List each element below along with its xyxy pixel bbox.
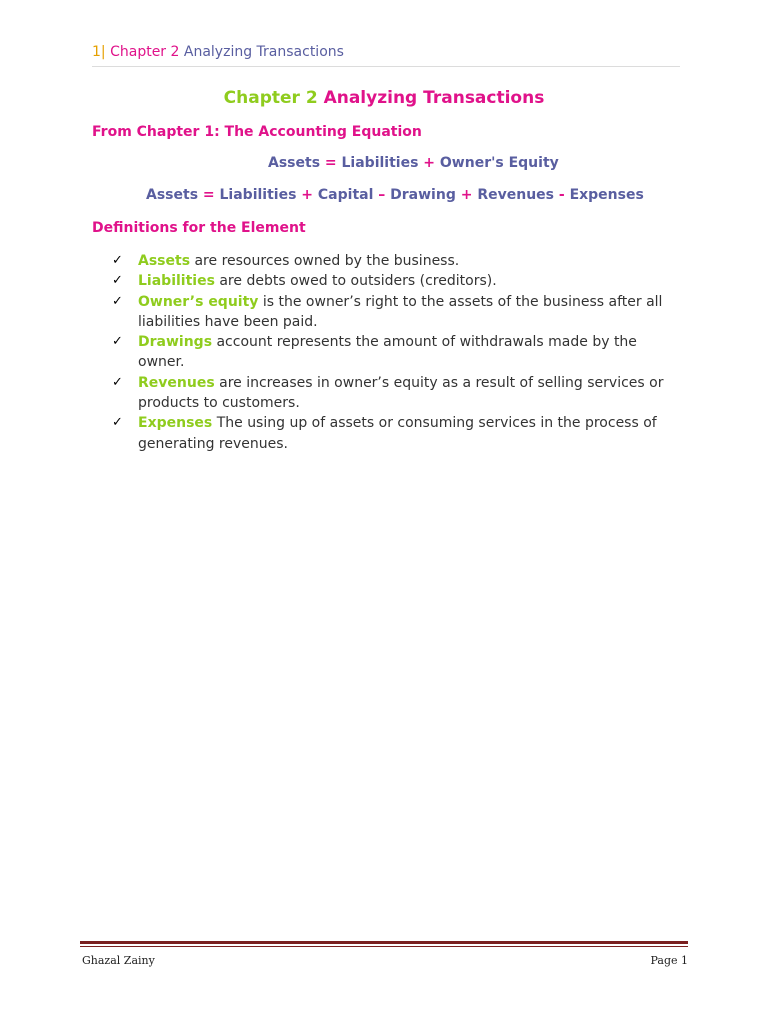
- title-text: Analyzing Transactions: [323, 88, 545, 108]
- eq2-equals: =: [202, 187, 215, 203]
- header-page-number: 1: [92, 44, 101, 60]
- list-item: [112, 271, 682, 291]
- footer-page-number: Page 1: [650, 954, 688, 967]
- checkmark-icon: ✓: [112, 273, 123, 289]
- eq1-plus: +: [423, 155, 436, 171]
- footer-rule-thick: [80, 941, 688, 944]
- definition-term: Drawings: [138, 334, 213, 351]
- definition-term: Revenues: [138, 374, 215, 391]
- list-item: [112, 292, 682, 333]
- section-heading-definitions: Definitions for the Element: [92, 220, 306, 236]
- eq2-plus-1: +: [301, 187, 314, 203]
- expanded-accounting-equation: [146, 187, 644, 203]
- running-header: [92, 44, 344, 60]
- checkmark-icon: ✓: [112, 374, 123, 390]
- header-rule: [92, 66, 680, 67]
- list-item: [112, 332, 682, 373]
- definition-term: Liabilities: [138, 273, 215, 290]
- definition-term: Owner’s equity: [138, 293, 259, 310]
- definition-text: is the owner’s right to the assets of the business after all liabilities have been paid.: [138, 293, 663, 330]
- definitions-list: [112, 251, 682, 454]
- checkmark-icon: ✓: [112, 415, 123, 431]
- definition-text: are increases in owner’s equity as a result of selling services or products to customers.: [138, 374, 664, 412]
- eq2-minus-1: –: [378, 187, 386, 203]
- eq2-minus-2: -: [558, 187, 565, 203]
- checkmark-icon: ✓: [112, 293, 123, 309]
- list-item: [112, 251, 682, 271]
- list-item: [112, 413, 682, 454]
- eq2-term-assets: Assets: [146, 187, 199, 203]
- eq2-term-revenues: Revenues: [477, 187, 554, 203]
- eq1-term-assets: Assets: [268, 155, 321, 171]
- title-chapter: Chapter 2: [223, 88, 318, 108]
- footer-rule-thin: [80, 946, 688, 947]
- checkmark-icon: ✓: [112, 334, 123, 350]
- definition-text: are resources owned by the business.: [190, 253, 460, 269]
- footer-author: Ghazal Zainy: [82, 954, 155, 967]
- eq1-equals: =: [324, 155, 337, 171]
- list-item: [112, 373, 682, 414]
- definition-text: are debts owed to outsiders (creditors).: [214, 273, 497, 290]
- header-chapter: Chapter 2: [110, 44, 180, 60]
- header-title: Analyzing Transactions: [183, 44, 344, 60]
- definition-term: Expenses: [138, 415, 213, 432]
- definition-term: Assets: [138, 253, 191, 269]
- accounting-equation: [268, 155, 559, 171]
- header-separator: |: [100, 44, 106, 60]
- eq2-term-expenses: Expenses: [569, 187, 644, 203]
- section-heading-accounting-equation: From Chapter 1: The Accounting Equation: [92, 124, 422, 140]
- page-title: [0, 88, 768, 108]
- eq1-term-owners-equity: Owner's Equity: [439, 155, 559, 171]
- eq1-term-liabilities: Liabilities: [341, 155, 419, 171]
- eq2-term-drawing: Drawing: [390, 187, 456, 203]
- definition-text: The using up of assets or consuming services in the process of generating revenues.: [138, 415, 657, 452]
- eq2-term-liabilities: Liabilities: [219, 187, 297, 203]
- eq2-term-capital: Capital: [317, 187, 374, 203]
- checkmark-icon: ✓: [112, 253, 123, 268]
- definition-text: account represents the amount of withdrawals made by the owner.: [138, 334, 637, 371]
- eq2-plus-2: +: [460, 187, 473, 203]
